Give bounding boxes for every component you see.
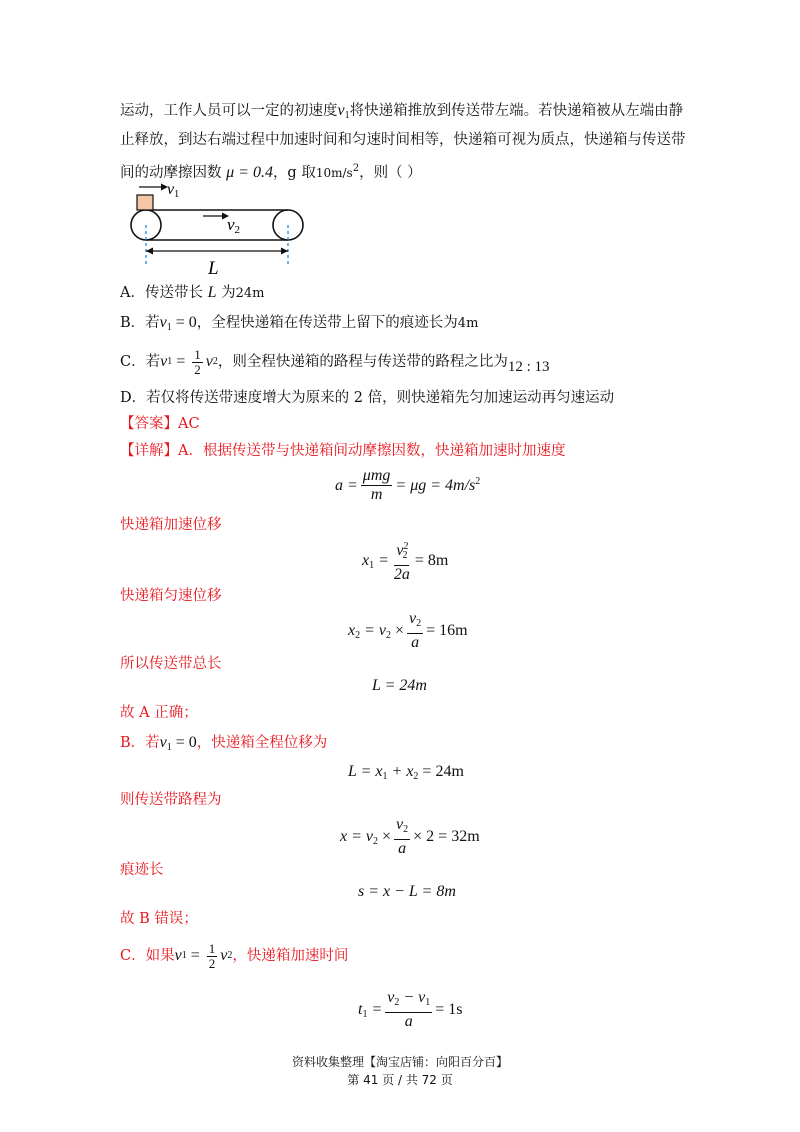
a-correct: 故 A 正确； <box>120 705 198 721</box>
question-line-1: 运动，工作人员可以一定的初速度$v_1$将快递箱推放到传送带左端。若快递箱被从左端由静 <box>120 102 684 121</box>
answer-label: 【答案】AC <box>120 416 200 432</box>
option-d: D．若仅将传送带速度增大为原来的 2 倍，则快递箱先匀加速运动再匀速运动 <box>120 390 615 406</box>
option-a: A．传送带长 L 为24m <box>120 284 265 301</box>
length-arrow-right <box>281 248 288 255</box>
L-sum-equation: $L = x_1 + x_2 = 24m$ <box>348 763 464 782</box>
accel-displacement-label: 快递箱加速位移 <box>120 517 222 533</box>
v2-label: v2 <box>227 215 241 236</box>
length-label: L <box>208 258 219 279</box>
footer-page-number: 第 41 页 / 共 72 页 <box>347 1073 453 1087</box>
acceleration-equation: a = $\frac{\text{μmg}}{m}$ = $\mu g = 4m/s^2$ <box>335 467 481 503</box>
belt-path-label: 则传送带路程为 <box>120 792 222 808</box>
option-b: B．若$v_1 = 0$，全程快递箱在传送带上留下的痕迹长为4m <box>120 314 479 333</box>
b-wrong: 故 B 错误； <box>120 911 198 927</box>
option-c: C．若 v 1 = $\frac{1}{2}$ v 2 ，则全程快递箱的路程与传送带的路程之比为 12 : 13 <box>120 346 550 377</box>
package-box <box>137 195 153 210</box>
b-intro: B．若$v_1 = 0$，快递箱全程位移为 <box>120 734 328 753</box>
uniform-displacement-label: 快递箱匀速位移 <box>120 588 222 604</box>
question-line-3: 间的动摩擦因数 μ = 0.4，g 取$10m/s^2$，则（ ） <box>120 163 422 181</box>
footer-source: 资料收集整理【淘宝店铺：向阳百分百】 <box>291 1055 508 1069</box>
conveyor-belt-diagram <box>118 180 318 280</box>
length-arrow-left <box>146 248 153 255</box>
trace-equation: s = x − L = 8m <box>358 883 456 900</box>
v1-label: v1 <box>167 181 180 200</box>
detail-intro: 【详解】A．根据传送带与快递箱间动摩擦因数，快递箱加速时加速度 <box>120 443 566 459</box>
L-equation: L = 24m <box>372 677 427 694</box>
t1-equation: $t_1$ = $\frac{v_2 - v_1}{a}$ = 1s <box>358 989 463 1030</box>
question-line-2: 止释放，到达右端过程中加速时间和匀速时间相等，快递箱可视为质点，快递箱与传送带 <box>120 132 686 148</box>
x1-equation: $x_1$ = $\frac{v^2_2}{2a}$ = 8m <box>362 538 448 584</box>
c-intro: C．如果 v 1 = $\frac{1}{2}$ v 2 ，快递箱加速时间 <box>120 940 349 971</box>
trace-label: 痕迹长 <box>120 862 164 878</box>
total-length-label: 所以传送带总长 <box>120 656 222 672</box>
belt-path-equation: $x = v_2$ × $\frac{v_2}{a}$ × 2 = 32m <box>340 816 480 857</box>
x2-equation: $x_2 = v_2$ × $\frac{v_2}{a}$ = 16m <box>348 610 468 651</box>
